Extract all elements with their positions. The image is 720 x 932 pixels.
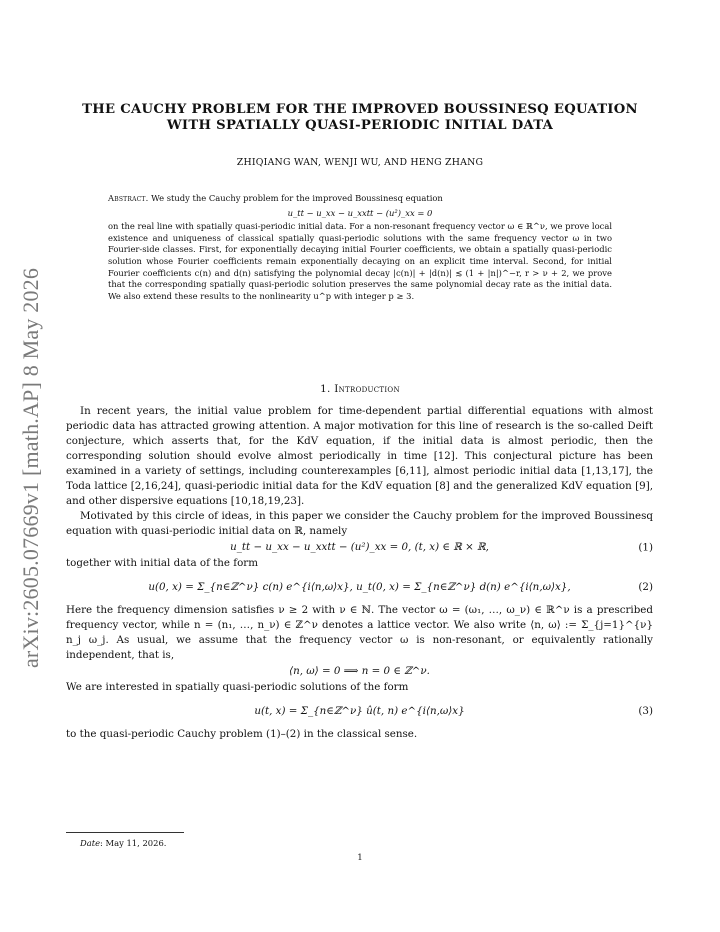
- title-line-1: THE CAUCHY PROBLEM FOR THE IMPROVED BOUSSINESQ EQUATION: [82, 102, 638, 117]
- paragraph-3: together with initial data of the form: [66, 557, 258, 569]
- paragraph-2: Motivated by this circle of ideas, in this paper we consider the Cauchy problem for the improved Boussinesq equation with quasi-periodic initial data on ℝ, namely: [66, 510, 653, 537]
- footnote-date: [80, 838, 166, 848]
- abstract-equation: u_tt − u_xx − u_xxtt − (u²)_xx = 0: [287, 207, 433, 218]
- paragraph-6: to the quasi-periodic Cauchy problem (1)–(2) in the classical sense.: [66, 728, 418, 740]
- arxiv-sidebar-stamp: [8, 248, 54, 688]
- footnote-label: Date: [80, 838, 101, 848]
- paragraph-1: In recent years, the initial value problem for time-dependent partial differential equations with almost periodic data has attracted growing attention. A major motivation for this line of research is the so-called Deift conjecture, which asserts that, for the KdV equation, if the initial data is almost periodic, then the corresponding solution should evolve almost periodically in time [12]. This conjectural picture has been examined in a variety of settings, including counterexamples [6,11], almost periodic initial data [1,13,17], the Toda lattice [2,16,24], quasi-periodic initial data for the KdV equation [8] and the generalized KdV equation [9], and other dispersive equations [10,18,19,23].: [66, 405, 653, 507]
- main-body: [66, 404, 653, 742]
- equation-1-number: (1): [638, 541, 653, 553]
- equation-3: [66, 696, 653, 726]
- non-resonance-equation: [66, 664, 653, 679]
- equation-1: [66, 540, 653, 555]
- paragraph-4: Here the frequency dimension satisfies ν ≥ 2 with ν ∈ ℕ. The vector ω = (ω₁, …, ω_ν) ∈ ℝ^ν is a prescribed frequency vector, while n = (n₁, …, n_ν) ∈ ℤ^ν denotes a lattice vector. We also write ⟨n, ω⟩ := Σ_{j=1}^{ν} n_j ω_j. As usual, we assume that the frequency vector ω is non-resonant, or equivalently rationally independent, that is,: [66, 604, 653, 661]
- title-line-2: WITH SPATIALLY QUASI-PERIODIC INITIAL DATA: [166, 118, 554, 133]
- non-resonance-equation-body: ⟨n, ω⟩ = 0 ⟹ n = 0 ∈ ℤ^ν.: [289, 665, 430, 677]
- equation-2: [66, 572, 653, 602]
- equation-3-body: u(t, x) = Σ_{n∈ℤ^ν} û(t, n) e^{i⟨n,ω⟩x}: [254, 705, 465, 717]
- section-title: Introduction: [334, 383, 400, 395]
- abstract-intro: We study the Cauchy problem for the improved Boussinesq equation: [151, 193, 443, 203]
- footnote-value: : May 11, 2026.: [100, 838, 167, 848]
- arxiv-id: arXiv:2605.07669v1 [math.AP] 8 May 2026: [18, 267, 43, 669]
- equation-2-number: (2): [638, 581, 653, 593]
- paragraph-5: We are interested in spatially quasi-periodic solutions of the form: [66, 681, 409, 693]
- page-number: 1: [357, 853, 363, 863]
- abstract: [108, 193, 612, 302]
- footnote-rule: [66, 832, 184, 833]
- abstract-intro-line: [108, 193, 612, 205]
- paper-title: [64, 102, 656, 134]
- equation-2-body: u(0, x) = Σ_{n∈ℤ^ν} c(n) e^{i⟨n,ω⟩x}, u_t(0, x) = Σ_{n∈ℤ^ν} d(n) e^{i⟨n,ω⟩x},: [148, 581, 571, 593]
- author-list: ZHIQIANG WAN, WENJI WU, AND HENG ZHANG: [236, 157, 484, 168]
- equation-3-number: (3): [638, 705, 653, 717]
- abstract-text: on the real line with spatially quasi-periodic initial data. For a non-resonant frequency vector ω ∈ ℝ^ν, we prove local existence and uniqueness of classical spatially quasi-periodic solutions with the same frequency vector ω in two Fourier-side classes. First, for exponentially decaying initial Fourier coefficients, we obtain a spatially quasi-periodic solution whose Fourier coefficients remain exponentially decaying on an explicit time interval. Second, for initial Fourier coefficients c(n) and d(n) satisfying the polynomial decay |c(n)| + |d(n)| ≲ (1 + |n|)^−r, r > ν + 2, we prove that the corresponding spatially quasi-periodic solution preserves the same polynomial decay rate as the initial data. We also extend these results to the nonlinearity u^p with integer p ≥ 3.: [108, 221, 612, 301]
- section-number: 1.: [320, 383, 331, 395]
- abstract-heading: Abstract.: [108, 193, 149, 203]
- section-heading: [64, 383, 656, 395]
- equation-1-body: u_tt − u_xx − u_xxtt − (u²)_xx = 0, (t, x) ∈ ℝ × ℝ,: [230, 541, 489, 553]
